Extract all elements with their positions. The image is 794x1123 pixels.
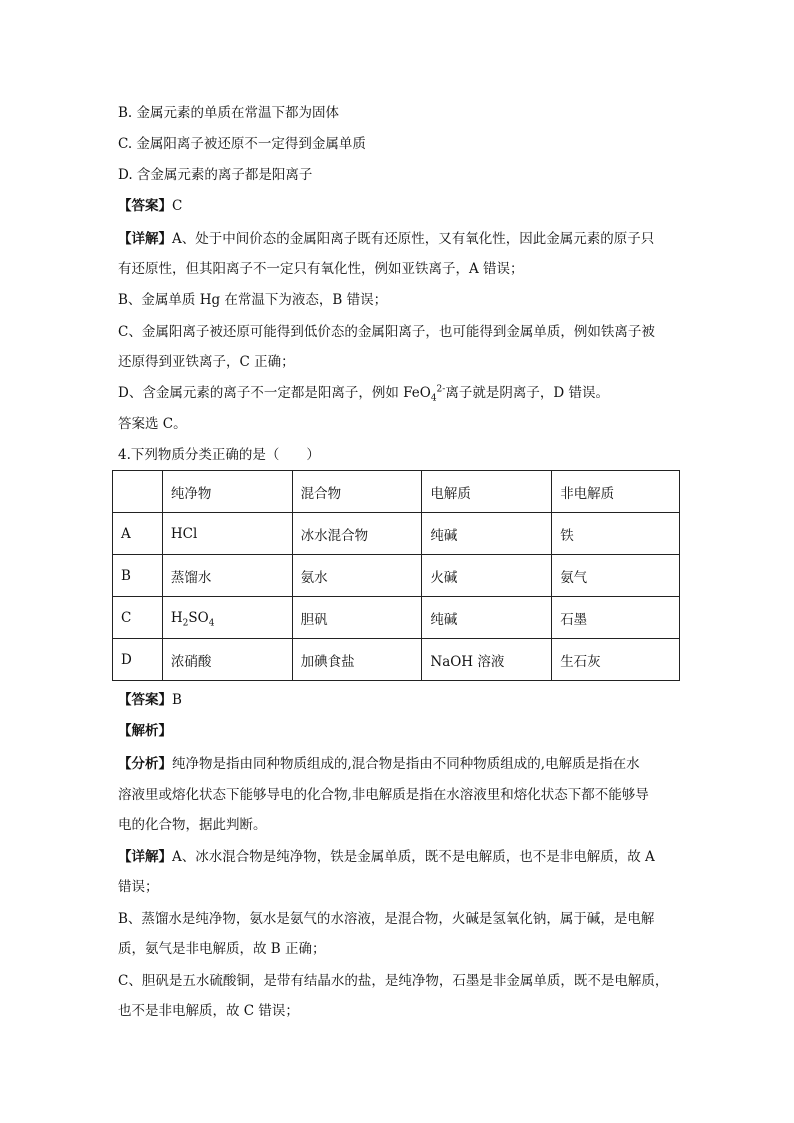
detail2-line-a1 <box>118 847 678 867</box>
detail-text: A、处于中间价态的金属阳离子既有还原性，又有氧化性，因此金属元素的原子只 <box>172 231 655 247</box>
formula-so: SO <box>188 609 209 626</box>
classification-table <box>112 470 680 681</box>
table-row <box>113 597 680 639</box>
formula-sub-4: 4 <box>208 618 215 629</box>
header-cell: 电解质 <box>422 471 552 513</box>
nonelectrolyte-cell: 铁 <box>552 513 680 555</box>
formula-h: H <box>170 609 183 626</box>
detail-line-4 <box>118 383 678 403</box>
fenxi-line-c: 电的化合物，据此判断。 <box>118 817 267 833</box>
option-c: C. 金属阳离子被还原不一定得到金属单质 <box>118 136 366 152</box>
electrolyte-cell: 纯碱 <box>422 513 552 555</box>
detail-4-sup: 2- <box>436 384 446 395</box>
conclusion-line: 答案选 C。 <box>118 416 187 432</box>
nonelectrolyte-cell: 氨气 <box>552 555 680 597</box>
answer-value: C <box>172 198 183 214</box>
detail2-line-b1: B、蒸馏水是纯净物，氨水是氨气的水溶液，是混合物，火碱是氢氧化钠，属于碱，是电解 <box>118 911 655 927</box>
question-4: 4.下列物质分类正确的是（ ） <box>118 447 320 463</box>
mixture-cell: 加碘食盐 <box>292 639 422 681</box>
answer-tag: 【答案】 <box>118 692 172 708</box>
detail-4-sub: 4 <box>430 393 437 404</box>
detail-4-post: 离子就是阴离子，D 错误。 <box>445 385 609 401</box>
answer-line-1 <box>118 196 678 216</box>
formula-sub-2: 2 <box>182 618 189 629</box>
header-cell <box>113 471 163 513</box>
answer-value: B <box>172 692 182 708</box>
electrolyte-cell: NaOH 溶液 <box>422 639 552 681</box>
analysis-heading: 【解析】 <box>118 723 172 739</box>
detail-4-pre: D、含金属元素的离子不一定都是阳离子，例如 FeO <box>118 385 431 401</box>
pure-cell: HCl <box>162 513 292 555</box>
mixture-cell: 胆矾 <box>292 597 422 639</box>
detail-line-3b: 还原得到亚铁离子，C 正确； <box>118 354 295 370</box>
fenxi-line-a <box>118 754 678 774</box>
detail-text: A、冰水混合物是纯净物，铁是金属单质，既不是电解质，也不是非电解质，故 A <box>172 849 655 865</box>
fenxi-line-b: 溶液里或熔化状态下能够导电的化合物,非电解质是指在水溶液里和熔化状态下都不能够导 <box>118 787 649 803</box>
detail-line-2: B、金属单质 Hg 在常温下为液态，B 错误； <box>118 292 388 308</box>
answer-tag: 【答案】 <box>118 198 172 214</box>
header-cell: 混合物 <box>292 471 422 513</box>
mixture-cell: 氨水 <box>292 555 422 597</box>
table-row <box>113 513 680 555</box>
fenxi-text: 纯净物是指由同种物质组成的,混合物是指由不同种物质组成的,电解质是指在水 <box>172 756 640 772</box>
option-b: B. 金属元素的单质在常温下都为固体 <box>118 105 340 121</box>
header-cell: 纯净物 <box>162 471 292 513</box>
table-row <box>113 639 680 681</box>
electrolyte-cell: 火碱 <box>422 555 552 597</box>
header-cell: 非电解质 <box>552 471 680 513</box>
pure-cell <box>162 597 292 639</box>
row-label: A <box>113 513 163 555</box>
nonelectrolyte-cell: 生石灰 <box>552 639 680 681</box>
option-d: D. 含金属元素的离子都是阳离子 <box>118 167 313 183</box>
electrolyte-cell: 纯碱 <box>422 597 552 639</box>
detail-tag: 【详解】 <box>118 849 172 865</box>
row-label: D <box>113 639 163 681</box>
nonelectrolyte-cell: 石墨 <box>552 597 680 639</box>
row-label: C <box>113 597 163 639</box>
detail-line-1a <box>118 229 678 249</box>
detail2-line-b2: 质，氨气是非电解质，故 B 正确； <box>118 941 326 957</box>
mixture-cell: 冰水混合物 <box>292 513 422 555</box>
table-row <box>113 555 680 597</box>
detail-tag: 【详解】 <box>118 231 172 247</box>
pure-cell: 蒸馏水 <box>162 555 292 597</box>
detail2-line-c2: 也不是非电解质，故 C 错误； <box>118 1003 299 1019</box>
detail2-line-c1: C、胆矾是五水硫酸铜，是带有结晶水的盐，是纯净物，石墨是非金属单质，既不是电解质， <box>118 973 669 989</box>
table-header-row <box>113 471 680 513</box>
answer-line-2 <box>118 690 678 710</box>
detail-line-3a: C、金属阳离子被还原可能得到低价态的金属阳离子，也可能得到金属单质，例如铁离子被 <box>118 324 655 340</box>
detail2-line-a2: 错误； <box>118 879 159 895</box>
fenxi-tag: 【分析】 <box>118 756 172 772</box>
row-label: B <box>113 555 163 597</box>
detail-line-1b: 有还原性，但其阳离子不一定只有氧化性，例如亚铁离子，A 错误； <box>118 261 524 277</box>
pure-cell: 浓硝酸 <box>162 639 292 681</box>
